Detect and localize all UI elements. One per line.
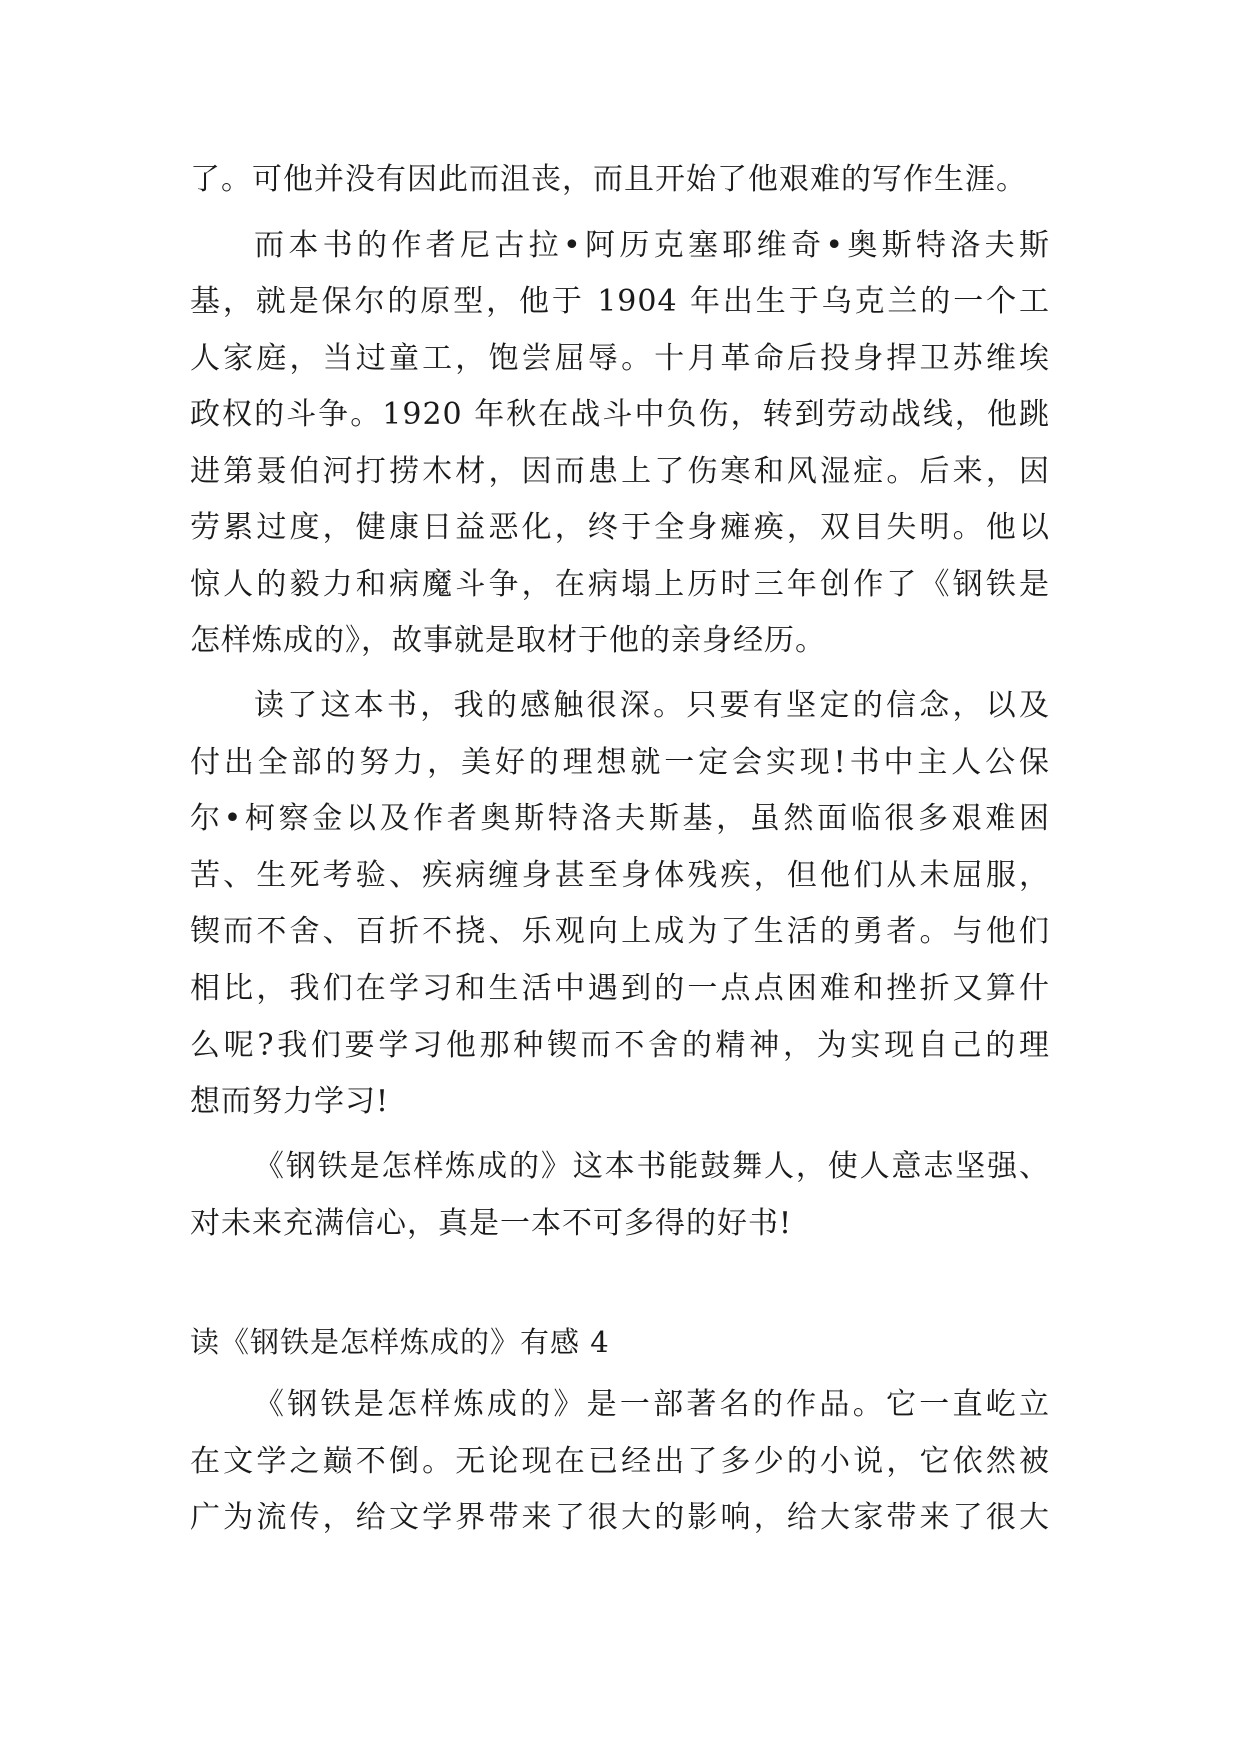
- text-line: 苦、生死考验、疾病缠身甚至身体残疾，但他们从未屈服，: [190, 858, 1050, 893]
- text-line: 而本书的作者尼古拉•阿历克塞耶维奇•奥斯特洛夫斯: [254, 228, 1050, 263]
- section-heading: 读《钢铁是怎样炼成的》有感 4: [190, 1325, 610, 1359]
- text-line: 广为流传，给文学界带来了很大的影响，给大家带来了很大: [190, 1500, 1050, 1535]
- text-line: 么呢?我们要学习他那种锲而不舍的精神，为实现自己的理: [190, 1028, 1050, 1063]
- text-line: 惊人的毅力和病魔斗争，在病塌上历时三年创作了《钢铁是: [190, 567, 1050, 602]
- text-line: 对未来充满信心，真是一本不可多得的好书!: [190, 1206, 793, 1241]
- text-line: 人家庭，当过童工，饱尝屈辱。十月革命后投身捍卫苏维埃: [190, 341, 1050, 376]
- text-line: 进第聂伯河打捞木材，因而患上了伤寒和风湿症。后来，因: [190, 454, 1050, 489]
- text-line: 《钢铁是怎样炼成的》这本书能鼓舞人，使人意志坚强、: [254, 1149, 1050, 1184]
- text-line: 想而努力学习!: [190, 1084, 390, 1119]
- text-line: 劳累过度，健康日益恶化，终于全身瘫痪，双目失明。他以: [190, 510, 1050, 545]
- text-line: 付出全部的努力，美好的理想就一定会实现!书中主人公保: [190, 745, 1050, 780]
- text-line: 《钢铁是怎样炼成的》是一部著名的作品。它一直屹立: [254, 1387, 1050, 1422]
- text-line: 锲而不舍、百折不挠、乐观向上成为了生活的勇者。与他们: [190, 914, 1050, 949]
- text-line: 基，就是保尔的原型，他于 1904 年出生于乌克兰的一个工: [190, 284, 1050, 319]
- text-line: 在文学之巅不倒。无论现在已经出了多少的小说，它依然被: [190, 1444, 1050, 1479]
- text-line: 相比，我们在学习和生活中遇到的一点点困难和挫折又算什: [190, 971, 1050, 1006]
- text-line: 读了这本书，我的感触很深。只要有坚定的信念，以及: [254, 688, 1050, 723]
- text-line: 怎样炼成的》，故事就是取材于他的亲身经历。: [190, 623, 826, 658]
- text-line: 政权的斗争。1920 年秋在战斗中负伤，转到劳动战线，他跳: [190, 397, 1050, 432]
- text-line: 尔•柯察金以及作者奥斯特洛夫斯基，虽然面临很多艰难困: [190, 801, 1050, 836]
- text-line: 了。可他并没有因此而沮丧，而且开始了他艰难的写作生涯。: [190, 162, 1027, 197]
